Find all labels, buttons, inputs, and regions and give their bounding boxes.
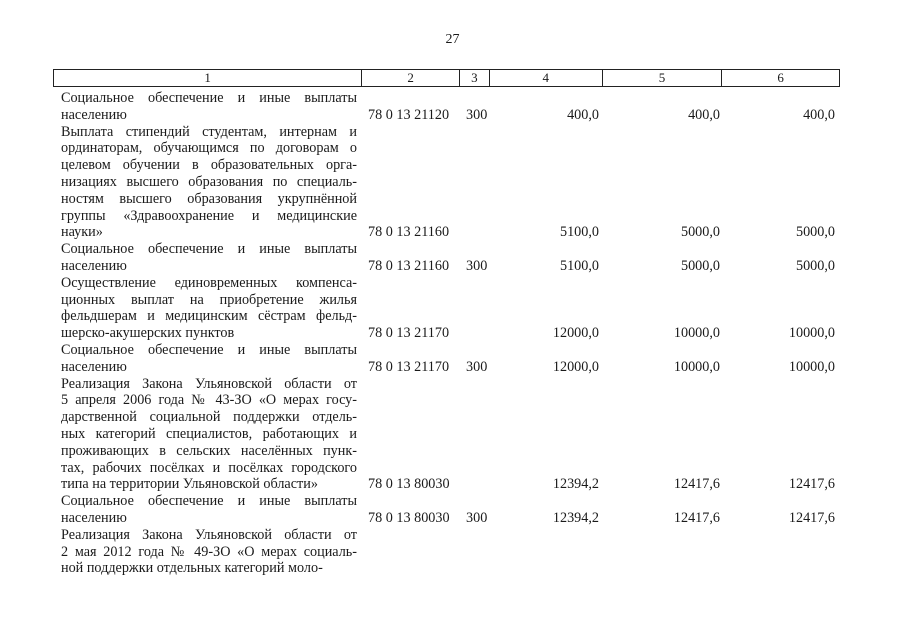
row-value-col5: 10000,0: [673, 325, 720, 342]
description-line: Реализация Закона Ульяновской области от: [61, 375, 357, 392]
row-value-col5: 400,0: [688, 106, 720, 123]
row-code: 78 0 13 21160: [368, 224, 450, 241]
row-value-col6: 12417,6: [788, 510, 835, 526]
row-description: [61, 342, 357, 376]
row-value-col5: 12417,6: [673, 476, 720, 493]
row-value-col6: 10000,0: [788, 358, 835, 375]
header-col-1: 1: [54, 70, 362, 86]
row-expense-type: 300: [466, 358, 488, 375]
description-line: фельдшерам и медицинским сёстрам фельд-: [61, 308, 357, 325]
row-value-col6: 5000,0: [795, 258, 835, 274]
header-col-5: 5: [603, 70, 723, 86]
description-line: Социальное обеспечение и иные выплаты: [61, 342, 357, 358]
description-line: проживающих в сельских населённых пунк-: [61, 442, 357, 459]
row-description: [61, 493, 357, 527]
row-value-col5: 5000,0: [680, 224, 720, 241]
row-value-col4: 12000,0: [552, 325, 599, 342]
description-line: дарственной социальной поддержки отдель-: [61, 409, 357, 426]
row-description: [61, 376, 357, 494]
row-value-col4: 400,0: [567, 106, 599, 123]
description-line: ционных выплат на приобретение жилья: [61, 291, 357, 308]
row-description: [61, 275, 357, 342]
description-line: ординаторам, обучающимся по договорам о: [61, 140, 357, 157]
header-col-2: 2: [362, 70, 460, 86]
description-line: населению: [61, 106, 127, 123]
page-number: 27: [445, 32, 460, 47]
row-code: 78 0 13 21170: [368, 325, 450, 342]
description-line: шерско-акушерских пунктов: [61, 325, 235, 342]
row-code: 78 0 13 80030: [368, 476, 450, 493]
row-value-col4: 12000,0: [552, 358, 599, 375]
row-expense-type: 300: [466, 106, 488, 123]
description-line: целевом обучении в образовательных орга-: [61, 157, 357, 174]
description-line: населению: [61, 358, 127, 375]
row-value-col6: 10000,0: [788, 325, 835, 342]
row-value-col4: 5100,0: [559, 224, 599, 241]
row-description: [61, 527, 357, 577]
description-line: Осуществление единовременных компенса-: [61, 274, 357, 291]
description-line: населению: [61, 257, 127, 274]
header-col-4: 4: [490, 70, 603, 86]
description-line: Реализация Закона Ульяновской области от: [61, 526, 357, 543]
description-line: Социальное обеспечение и иные выплаты: [61, 493, 357, 510]
row-code: 78 0 13 21170: [368, 358, 450, 375]
row-value-col4: 5100,0: [559, 258, 599, 274]
description-line: ных категорий специалистов, работающих и: [61, 425, 357, 442]
row-code: 78 0 13 80030: [368, 510, 450, 526]
row-value-col6: 5000,0: [795, 224, 835, 241]
description-line: Социальное обеспечение и иные выплаты: [61, 241, 357, 258]
description-line: типа на территории Ульяновской области»: [61, 476, 318, 493]
description-line: Социальное обеспечение и иные выплаты: [61, 90, 357, 106]
description-line: населению: [61, 509, 127, 526]
row-code: 78 0 13 21120: [368, 106, 450, 123]
description-line: тах, рабочих посёлках и посёлках городского: [61, 459, 357, 476]
description-line: группы «Здравоохранение и медицинские: [61, 207, 357, 224]
header-col-6: 6: [777, 70, 784, 85]
row-value-col5: 12417,6: [673, 510, 720, 526]
row-value-col6: 400,0: [803, 106, 835, 123]
row-value-col5: 5000,0: [680, 258, 720, 274]
row-value-col4: 12394,2: [552, 510, 599, 526]
row-description: [61, 241, 357, 275]
row-expense-type: 300: [466, 258, 488, 274]
description-line: ной поддержки отдельных категорий моло-: [61, 560, 323, 577]
description-line: низациях высшего образования по специаль-: [61, 173, 357, 190]
description-line: науки»: [61, 224, 103, 241]
row-description: [61, 90, 357, 124]
description-line: ностям высшего образования укрупнённой: [61, 190, 357, 207]
header-col-3: 3: [460, 70, 490, 86]
row-description: [61, 124, 357, 242]
row-value-col5: 10000,0: [673, 358, 720, 375]
description-line: 5 апреля 2006 года № 43-ЗО «О мерах госу-: [61, 392, 357, 409]
row-value-col4: 12394,2: [552, 476, 599, 493]
table-header: [53, 69, 840, 87]
row-value-col6: 12417,6: [788, 476, 835, 493]
description-line: 2 мая 2012 года № 49-ЗО «О мерах социаль-: [61, 543, 357, 560]
row-expense-type: 300: [466, 510, 488, 526]
row-code: 78 0 13 21160: [368, 258, 450, 274]
description-line: Выплата стипендий студентам, интернам и: [61, 123, 357, 140]
